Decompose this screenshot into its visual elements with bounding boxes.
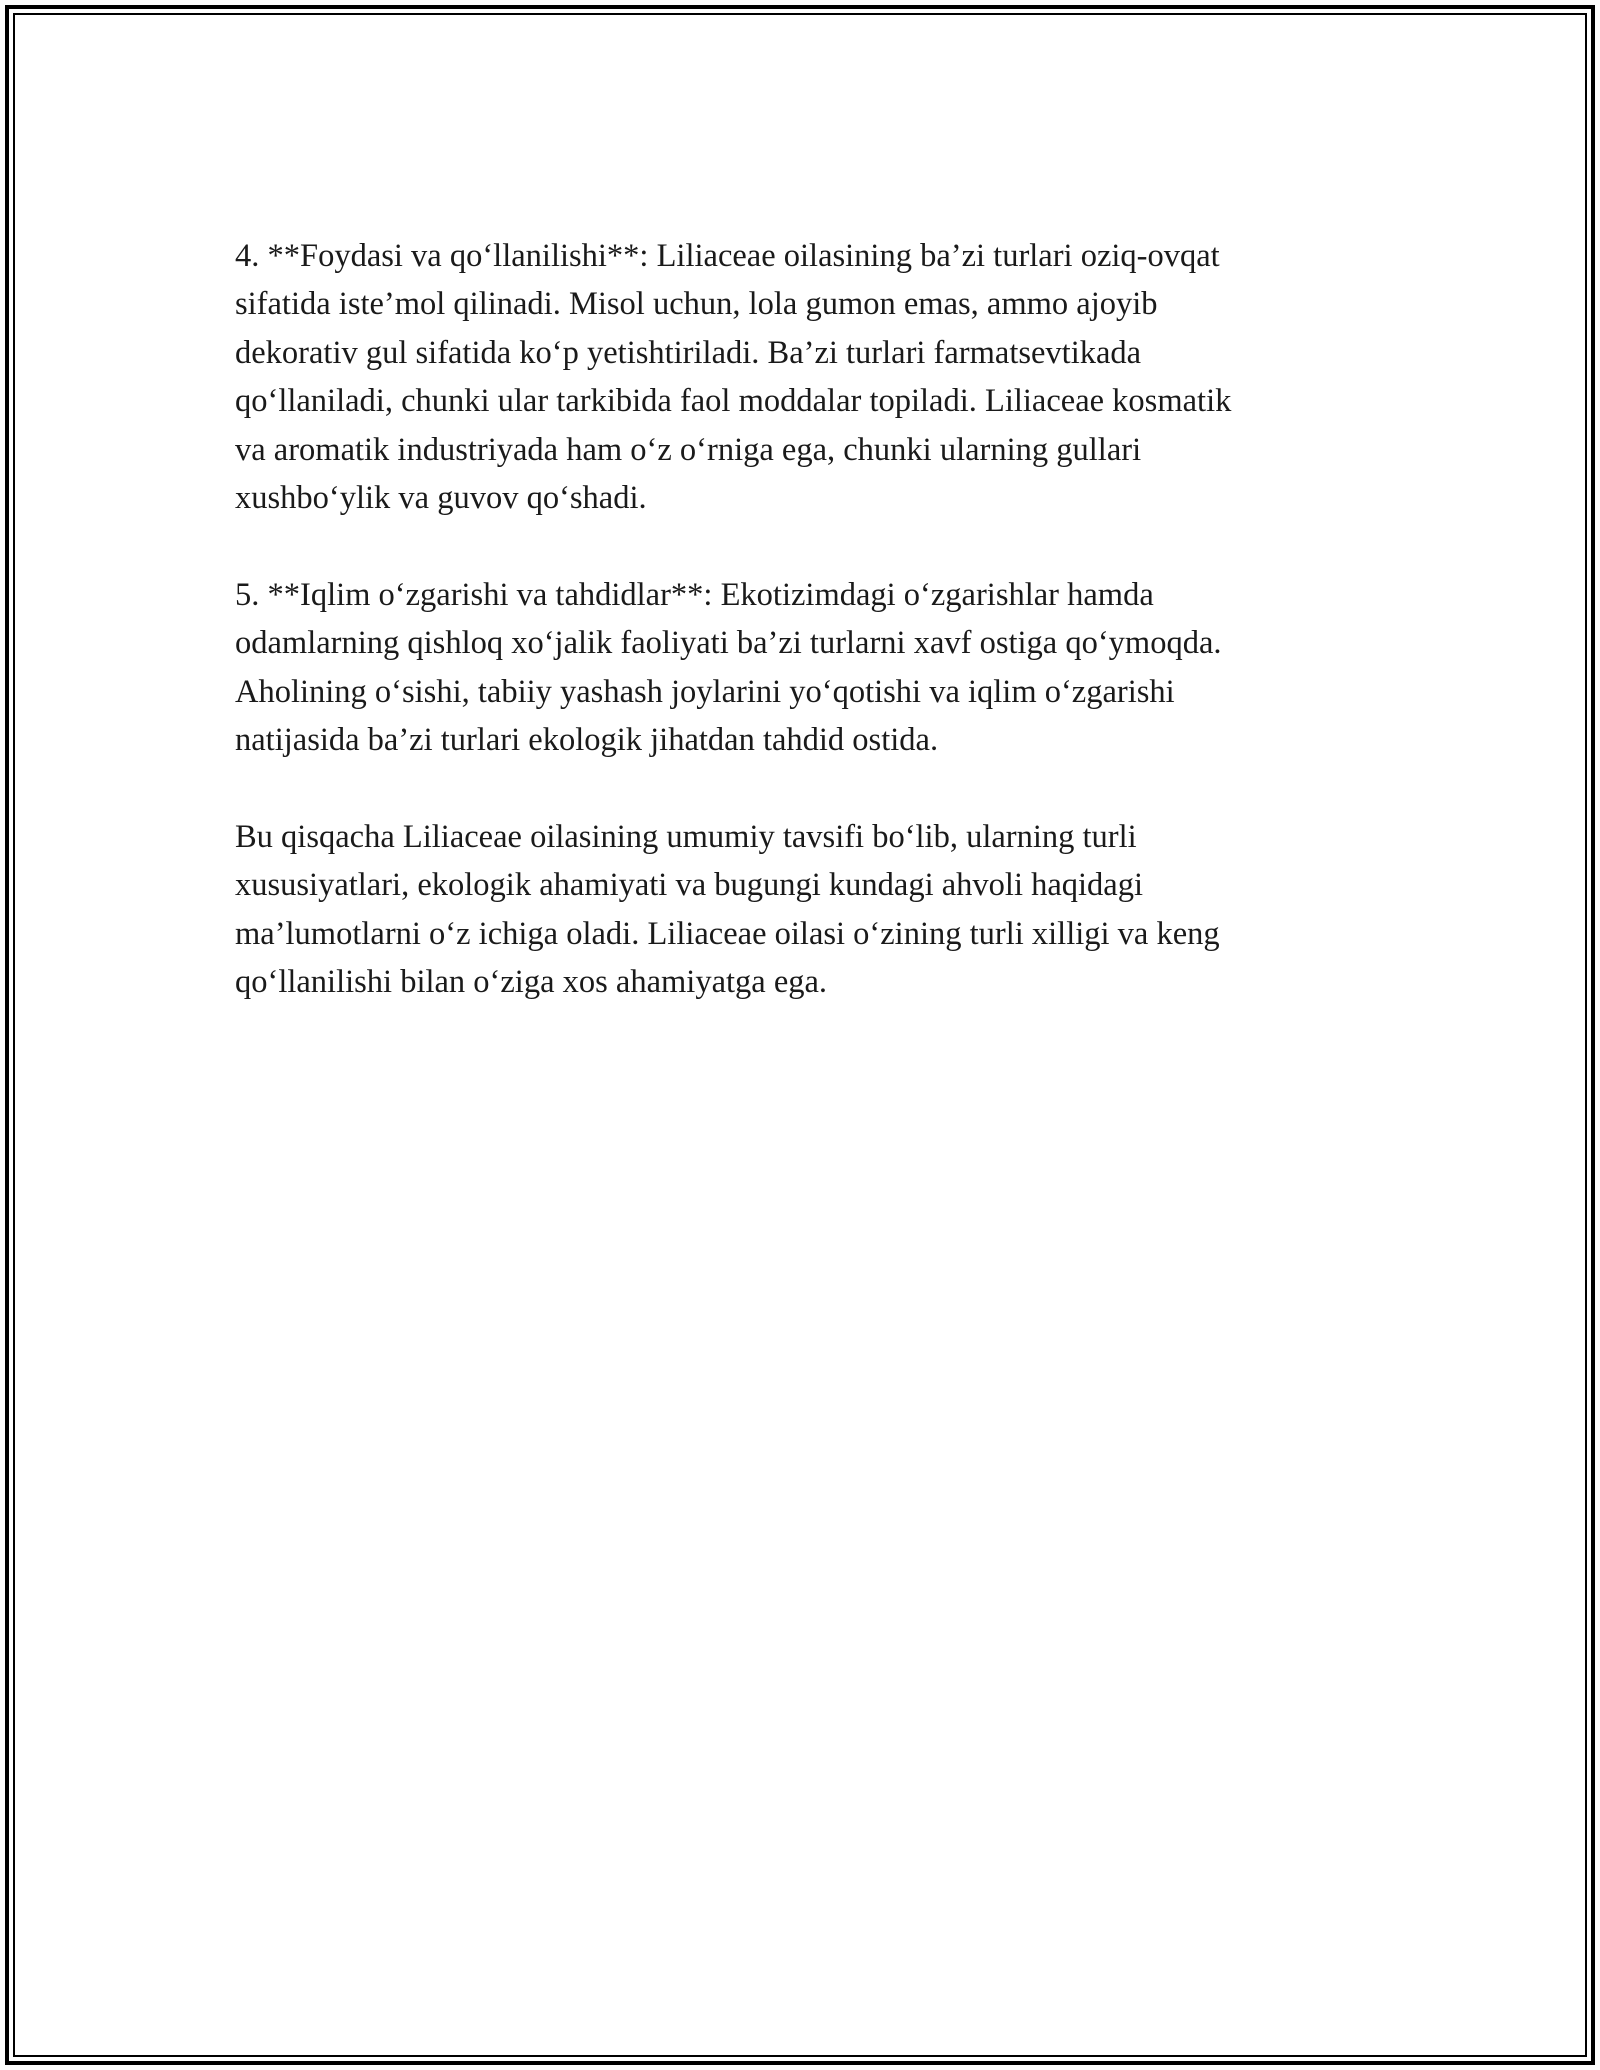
- document-body: [235, 232, 1365, 1055]
- paragraph-summary: Bu qisqacha Liliaceae oilasining umumiy tavsifi bo‘lib, ularning turli xususiyatlari, ekologik ahamiyati va bugungi kundagi ahvoli haqidagi ma’lumotlarni o‘z ichiga oladi. Liliaceae oilasi o‘zining turli xilligi va keng qo‘llanilishi bilan o‘ziga xos ahamiyatga ega.: [235, 818, 1220, 1001]
- paragraph-climate-threats: 5. **Iqlim o‘zgarishi va tahdidlar**: Ekotizimdagi o‘zgarishlar hamda odamlarning qishloq xo‘jalik faoliyati ba’zi turlarni xavf ostiga qo‘ymoqda. Aholining o‘sishi, tabiiy yashash joylarini yo‘qotishi va iqlim o‘zgarishi natijasida ba’zi turlari ekologik jihatdan tahdid ostida.: [235, 576, 1222, 759]
- paragraph-benefits-uses: 4. **Foydasi va qo‘llanilishi**: Liliaceae oilasining ba’zi turlari oziq-ovqat sifatida iste’mol qilinadi. Misol uchun, lola gumon emas, ammo ajoyib dekorativ gul sifatida ko‘p yetishtiriladi. Ba’zi turlari farmatsevtikada qo‘llaniladi, chunki ular tarkibida faol moddalar topiladi. Liliaceae kosmatik va aromatik industriyada ham o‘z o‘rniga ega, chunki ularning gullari xushbo‘ylik va guvov qo‘shadi.: [235, 238, 1232, 517]
